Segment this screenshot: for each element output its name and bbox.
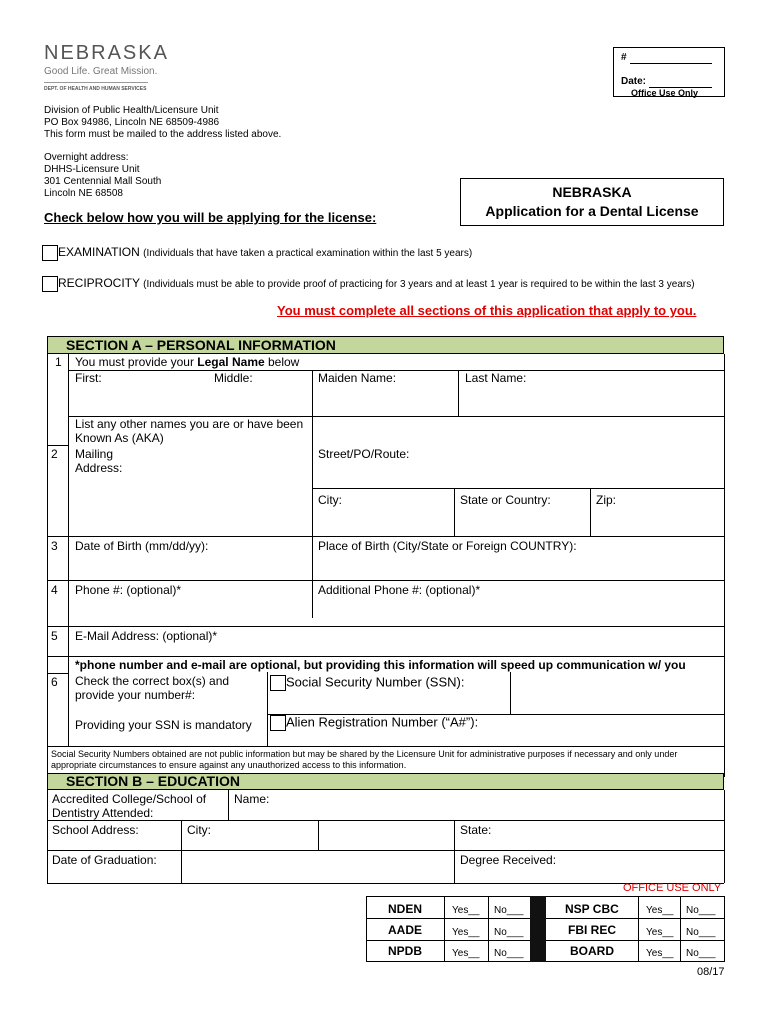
alien-checkbox[interactable] <box>270 715 286 731</box>
office-use-box <box>613 47 725 97</box>
state-field[interactable]: State or Country: <box>460 493 551 507</box>
office-num-field[interactable] <box>630 63 712 64</box>
phone-email-note: *phone number and e-mail are optional, but providing this information will speed up communication w/ you <box>75 658 686 672</box>
yes-field[interactable]: Yes__ <box>452 948 480 959</box>
npdb-label: NPDB <box>388 944 423 958</box>
address-line: This form must be mailed to the address listed above. <box>44 129 282 140</box>
form-title: Application for a Dental License <box>485 203 699 219</box>
row-number: 1 <box>55 355 62 369</box>
exam-label: EXAMINATION <box>58 245 140 260</box>
nsp-cbc-label: NSP CBC <box>565 902 619 916</box>
college-name-field[interactable]: Name: <box>234 792 270 806</box>
fbi-rec-label: FBI REC <box>568 923 616 937</box>
form-title-box <box>460 178 724 226</box>
middle-name-field[interactable]: Middle: <box>214 371 253 385</box>
no-field[interactable]: No___ <box>494 905 524 916</box>
school-city-field[interactable]: City: <box>187 823 211 837</box>
logo-tagline: Good Life. Great Mission. <box>44 66 158 77</box>
mailing-address-label: Mailing Address: <box>75 447 123 475</box>
legal-pre: You must provide your <box>75 355 198 369</box>
apply-heading: Check below how you will be applying for the license: <box>44 210 377 225</box>
aka-field[interactable]: List any other names you are or have been Known As (AKA) <box>75 417 304 445</box>
ssn-mandatory-note: Providing your SSN is mandatory <box>75 718 252 732</box>
college-label: Accredited College/School of Dentistry Attended: <box>52 792 207 820</box>
row-number: 3 <box>51 539 58 553</box>
city-field[interactable]: City: <box>318 493 342 507</box>
no-field[interactable]: No___ <box>686 927 716 938</box>
pob-field[interactable]: Place of Birth (City/State or Foreign COUNTRY): <box>318 539 577 553</box>
dob-field[interactable]: Date of Birth (mm/dd/yy): <box>75 539 209 553</box>
check-box-instruction: Check the correct box(s) and provide your number#: <box>75 674 230 702</box>
ssn-privacy-note: Social Security Numbers obtained are not public information but may be shared by the Licensure Unit for administrative purposes if necessary and only under appropriate circumstances to ensure against any unauthorized access to this information. <box>51 749 678 770</box>
legal-name-note <box>75 355 299 369</box>
maiden-name-field[interactable]: Maiden Name: <box>318 371 397 385</box>
nden-label: NDEN <box>388 902 423 916</box>
office-use-label: Office Use Only <box>631 88 699 98</box>
reciprocity-checkbox[interactable] <box>42 276 58 292</box>
zip-field[interactable]: Zip: <box>596 493 617 507</box>
logo-dept: DEPT. OF HEALTH AND HUMAN SERVICES <box>44 86 147 92</box>
reciprocity-label: RECIPROCITY <box>58 276 140 291</box>
office-use-only-label: OFFICE USE ONLY <box>623 882 722 894</box>
logo-divider <box>44 82 148 83</box>
address-line: 301 Centennial Mall South <box>44 176 162 187</box>
alien-option <box>270 715 478 731</box>
must-complete-notice: You must complete all sections of this application that apply to you. <box>277 303 697 318</box>
section-b-header: SECTION B – EDUCATION <box>47 773 724 790</box>
last-name-field[interactable]: Last Name: <box>465 371 527 385</box>
revision-date: 08/17 <box>697 966 725 978</box>
ssn-option <box>270 675 464 691</box>
legal-bold: Legal Name <box>197 355 265 369</box>
section-a-header: SECTION A – PERSONAL INFORMATION <box>47 336 724 354</box>
board-label: BOARD <box>570 944 614 958</box>
email-field[interactable]: E-Mail Address: (optional)* <box>75 629 218 643</box>
no-field[interactable]: No___ <box>494 948 524 959</box>
ssn-checkbox[interactable] <box>270 675 286 691</box>
yes-field[interactable]: Yes__ <box>646 927 674 938</box>
address-line: Division of Public Health/Licensure Unit <box>44 105 219 116</box>
school-state-field[interactable]: State: <box>460 823 492 837</box>
school-address-label: School Address: <box>52 823 139 837</box>
no-field[interactable]: No___ <box>686 905 716 916</box>
office-date-label: Date: <box>621 76 647 87</box>
street-field[interactable]: Street/PO/Route: <box>318 447 410 461</box>
row-number: 6 <box>51 675 58 689</box>
yes-field[interactable]: Yes__ <box>646 948 674 959</box>
exam-checkbox[interactable] <box>42 245 58 261</box>
mailing-address-block <box>44 105 281 141</box>
phone-field[interactable]: Phone #: (optional)* <box>75 583 182 597</box>
yes-field[interactable]: Yes__ <box>646 905 674 916</box>
reciprocity-option <box>42 276 695 292</box>
exam-option <box>42 245 472 261</box>
row-number: 5 <box>51 629 58 643</box>
degree-field[interactable]: Degree Received: <box>460 853 557 867</box>
address-line: Overnight address: <box>44 152 129 163</box>
address-line: DHHS-Licensure Unit <box>44 164 140 175</box>
address-line: PO Box 94986, Lincoln NE 68509-4986 <box>44 117 220 128</box>
ssn-label: Social Security Number (SSN): <box>286 674 465 690</box>
legal-post: below <box>264 355 300 369</box>
reciprocity-note: (Individuals must be able to provide proof of practicing for 3 years and at least 1 year is required to be within the last 3 years) <box>143 279 695 291</box>
alien-label: Alien Registration Number (“A#”): <box>286 714 479 730</box>
exam-note: (Individuals that have taken a practical examination within the last 5 years) <box>143 248 473 260</box>
no-field[interactable]: No___ <box>686 948 716 959</box>
yes-field[interactable]: Yes__ <box>452 905 480 916</box>
row-number: 4 <box>51 583 58 597</box>
row-number: 2 <box>51 447 58 461</box>
office-num-label: # <box>621 52 627 63</box>
no-field[interactable]: No___ <box>494 927 524 938</box>
phone2-field[interactable]: Additional Phone #: (optional)* <box>318 583 481 597</box>
overnight-address-block <box>44 152 161 200</box>
form-title-state: NEBRASKA <box>552 184 632 200</box>
graduation-date-field[interactable]: Date of Graduation: <box>52 853 157 867</box>
office-divider-bar <box>530 896 546 962</box>
aade-label: AADE <box>388 923 423 937</box>
logo-wordmark: NEBRASKA <box>44 42 169 64</box>
address-line: Lincoln NE 68508 <box>44 188 123 199</box>
first-name-field[interactable]: First: <box>75 371 102 385</box>
yes-field[interactable]: Yes__ <box>452 927 480 938</box>
